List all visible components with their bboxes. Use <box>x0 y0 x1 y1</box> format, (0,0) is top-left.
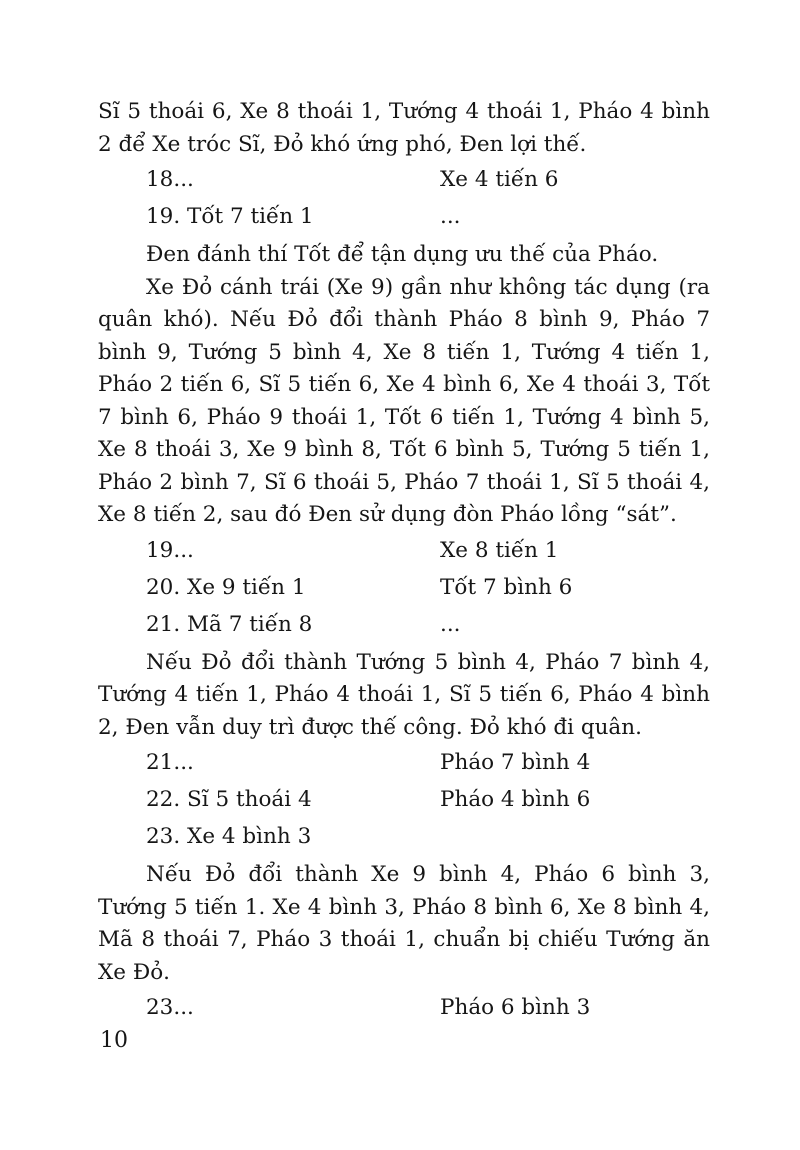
black-move: Tốt 7 bình 6 <box>440 574 573 600</box>
page-number: 10 <box>100 1028 128 1053</box>
red-move: 21... <box>146 750 194 775</box>
red-move: 19... <box>146 537 194 563</box>
paragraph: Nếu Đỏ đổi thành Xe 9 bình 4, Pháo 6 bình 3, Tướng 5 tiến 1. Xe 4 bình 3, Pháo 8 bình 6, Xe 8 bình 4, Mã 8 thoái 7, Pháo 3 thoái 1, chuẩn bị chiếu Tướng ăn Xe Đỏ. <box>98 862 710 985</box>
move-row <box>98 532 710 569</box>
red-move: 18... <box>146 167 194 192</box>
black-move: Xe 8 tiến 1 <box>440 537 559 563</box>
move-row <box>98 161 710 198</box>
red-move: 22. Sĩ 5 thoái 4 <box>146 787 312 812</box>
red-move: 23... <box>146 995 194 1020</box>
paragraph: Đen đánh thí Tốt để tận dụng ưu thế của Pháo. <box>146 242 659 267</box>
red-move: 23. Xe 4 bình 3 <box>146 824 312 849</box>
red-move: 19. Tốt 7 tiến 1 <box>146 204 314 229</box>
move-row <box>98 198 710 235</box>
move-row <box>98 606 710 643</box>
paragraph: Xe Đỏ cánh trái (Xe 9) gần như không tác dụng (ra quân khó). Nếu Đỏ đổi thành Pháo 8 bình 9, Pháo 7 bình 9, Tướng 5 bình 4, Xe 8 tiến 1, Tướng 4 tiến 1, Pháo 2 tiến 6, Sĩ 5 tiến 6, Xe 4 bình 6, Xe 4 thoái 3, Tốt 7 bình 6, Pháo 9 thoái 1, Tốt 6 tiến 1, Tướng 4 bình 5, Xe 8 thoái 3, Xe 9 bình 8, Tốt 6 bình 5, Tướng 5 tiến 1, Pháo 2 bình 7, Sĩ 6 thoái 5, Pháo 7 thoái 1, Sĩ 5 thoái 4, Xe 8 tiến 2, sau đó Đen sử dụng đòn Pháo lồng “sát”. <box>98 274 710 527</box>
move-row <box>98 818 710 855</box>
black-move: Pháo 7 bình 4 <box>440 750 591 775</box>
move-row <box>98 989 710 1026</box>
paragraph: Nếu Đỏ đổi thành Tướng 5 bình 4, Pháo 7 bình 4, Tướng 4 tiến 1, Pháo 4 thoái 1, Sĩ 5 tiến 6, Pháo 4 bình 2, Đen vẫn duy trì được thế công. Đỏ khó đi quân. <box>98 649 710 740</box>
black-move: Xe 4 tiến 6 <box>440 167 559 192</box>
red-move: 20. Xe 9 tiến 1 <box>146 574 306 600</box>
red-move: 21. Mã 7 tiến 8 <box>146 611 313 637</box>
move-row <box>98 781 710 818</box>
page-content <box>98 96 710 1026</box>
paragraph: Sĩ 5 thoái 6, Xe 8 thoái 1, Tướng 4 thoái 1, Pháo 4 bình 2 để Xe tróc Sĩ, Đỏ khó ứng phó, Đen lợi thế. <box>98 99 710 157</box>
move-row <box>98 744 710 781</box>
black-move: Pháo 4 bình 6 <box>440 787 591 812</box>
move-row <box>98 569 710 606</box>
black-move: Pháo 6 bình 3 <box>440 995 591 1020</box>
black-move: ... <box>440 204 461 229</box>
black-move: ... <box>440 611 461 637</box>
